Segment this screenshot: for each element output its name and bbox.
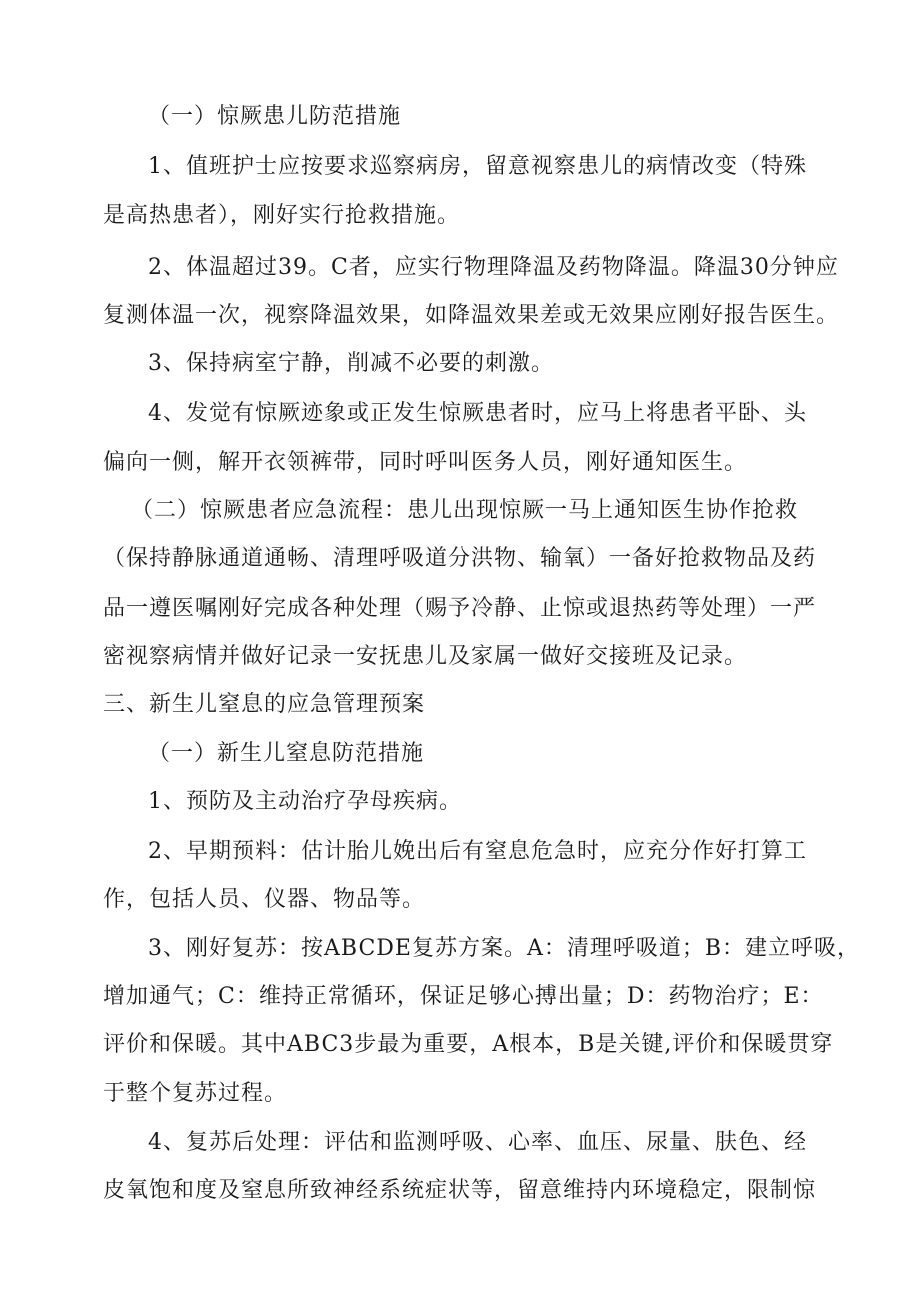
paragraph-line: 4、发觉有惊厥迹象或正发生惊厥患者时，应马上将患者平卧、头: [148, 401, 807, 426]
paragraph-line: 增加通气；C：维持正常循环，保证足够心搏出量；D：药物治疗；E：: [103, 984, 824, 1009]
paragraph-line: 4、复苏后处理：评估和监测呼吸、心率、血压、尿量、肤色、经: [148, 1130, 807, 1155]
paragraph-line: 2、体温超过39。C者，应实行物理降温及药物降温。降温30分钟应: [148, 255, 839, 280]
chapter-heading: 三、新生儿窒息的应急管理预案: [103, 692, 426, 717]
paragraph-line: 于整个复苏过程。: [103, 1081, 288, 1106]
paragraph-line: 1、值班护士应按要求巡察病房，留意视察患儿的病情改变（特殊: [148, 154, 807, 179]
section-heading: （一）惊厥患儿防范措施: [148, 104, 402, 129]
paragraph-line: 偏向一侧，解开衣领裤带，同时呼叫医务人员，刚好通知医生。: [103, 450, 748, 475]
section-heading: （二）惊厥患者应急流程：患儿出现惊厥一马上通知医生协作抢救: [131, 498, 799, 523]
paragraph-line: （保持静脉通道通畅、清理呼吸道分洪物、输氧）一备好抢救物品及药: [103, 546, 817, 571]
section-heading: （一）新生儿窒息防范措施: [148, 741, 425, 766]
paragraph-line: 品一遵医嘱刚好完成各种处理（赐予冷静、止惊或退热药等处理）一严: [103, 596, 817, 621]
paragraph-line: 作，包括人员、仪器、物品等。: [103, 887, 426, 912]
paragraph-line: 是高热患者），刚好实行抢救措施。: [103, 203, 461, 228]
paragraph-line: 密视察病情并做好记录一安抚患儿及家属一做好交接班及记录。: [103, 644, 748, 669]
paragraph-line: 评价和保暖。其中ABC3步最为重要，A根本，B是关键,评价和保暖贯穿: [103, 1032, 834, 1057]
paragraph-line: 2、早期预料：估计胎儿娩出后有窒息危急时，应充分作好打算工: [148, 839, 807, 864]
paragraph-line: 1、预防及主动治疗孕母疾病。: [148, 789, 462, 814]
paragraph-line: 3、刚好复苏：按ABCDE复苏方案。A：清理呼吸道；B：建立呼吸，: [148, 936, 861, 961]
paragraph-line: 3、保持病室宁静，削减不必要的刺激。: [148, 351, 554, 376]
paragraph-line: 复测体温一次，视察降温效果，如降温效果差或无效果应刚好报告医生。: [103, 303, 840, 328]
paragraph-line: 皮氧饱和度及窒息所致神经系统症状等，留意维持内环境稳定，限制惊: [103, 1178, 817, 1203]
